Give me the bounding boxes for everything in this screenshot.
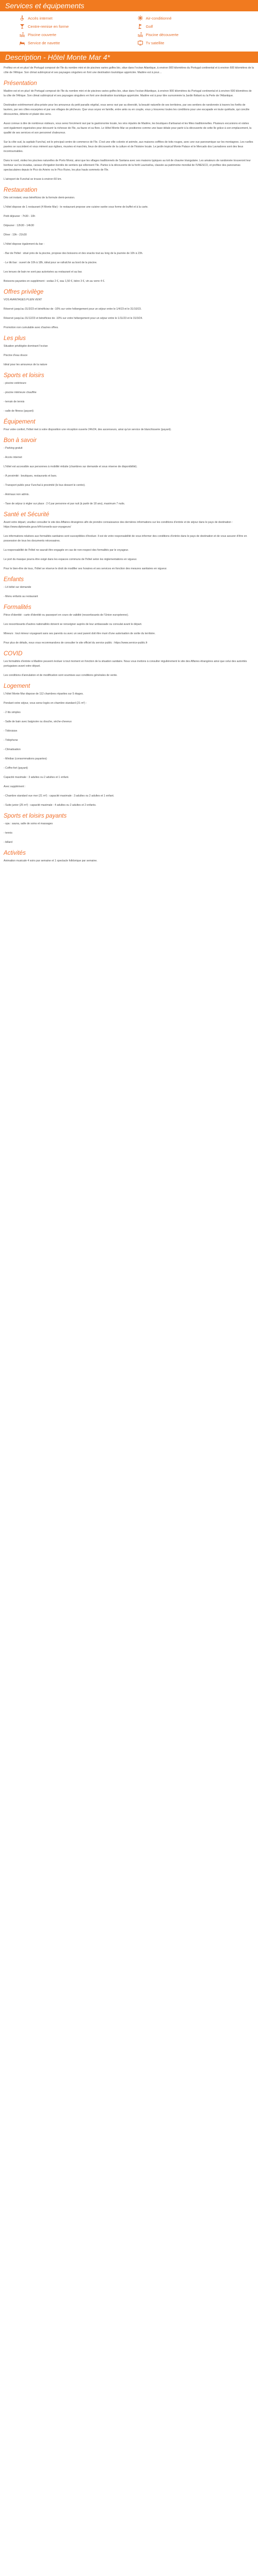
restauration-paragraph: Déjeuner : 12h30 - 14h30 xyxy=(4,224,34,227)
service-item xyxy=(138,15,246,21)
sports-item: - piscine intérieure chauffée xyxy=(4,391,37,394)
restauration-paragraph: - Bar de l'hôtel : situé près de la piscine, propose des boissons et des snacks tout au long de la journée de 10h à 23h. xyxy=(4,252,143,255)
logement-paragraph: Capacité maximale : 3 adultes ou 2 adultes et 1 enfant. xyxy=(4,776,69,779)
description-content xyxy=(0,63,258,871)
loisirs-paragraph: Idéal pour les amoureux de la nature xyxy=(4,363,47,366)
service-item xyxy=(20,32,127,37)
service-label: Golf xyxy=(146,24,153,29)
service-item xyxy=(138,24,246,29)
logement-item: - Suite junior (25 m²) : capacité maximale : 4 adultes ou 2 adultes et 2 enfants. xyxy=(4,804,96,807)
bon-a-savoir-title: Bon à savoir xyxy=(4,437,37,444)
bon-a-savoir-item: - Taxe de séjour à régler sur place : 2 € par personne et par nuit (à partir de 18 ans), maximum 7 nuits. xyxy=(4,502,125,505)
sports-payants-item: - tennis xyxy=(4,832,13,835)
covid-paragraph: Les formalités d'entrée à Madère peuvent évoluer à tout moment en fonction de la situation sanitaire. Nous vous invitons à consulter régulièrement le site des Affaires étrangères ainsi que celui des autorités portugaises avant votre départ. xyxy=(4,660,247,668)
formalites-paragraph: Pièce d'identité : carte d'identité ou passeport en cours de validité (ressortissants de l'Union européenne). xyxy=(4,614,129,617)
presentation-paragraph: Destination extrêmement ultra-prisée pour les amoureux du petit paradis végétal, vous serez ravi par sa diversité, la beauté naturelle de ses territoires, par ses sentiers de randonnée à travers les forêts de lauriers, par ses côtes escarpées et par ses villages de pêcheurs. Que vous soyez en famille, entre amis ou en couple, vous y trouverez toutes les conditions pour une escapade en toute quiétude, qui concilie découvertes, détente et plaisir des sens. xyxy=(4,104,250,116)
service-label: Accès internet xyxy=(28,15,53,21)
sports-item: - terrain de tennis xyxy=(4,400,25,403)
formalites-paragraph: Les ressortissants d'autres nationalités doivent se renseigner auprès de leur ambassade ou consulat avant le départ. xyxy=(4,623,142,626)
logement-item: - Minibar (consommations payantes) xyxy=(4,757,47,760)
enfants-item: - Lit bébé sur demande xyxy=(4,586,31,589)
restauration-paragraph: Dès cet instant, vous bénéficiez de la formule demi-pension. xyxy=(4,196,75,199)
presentation-paragraph: Madère est et en plus! de Portugal composé de l'île du nombre mini et de piscines varies golfes bio, situe dans l'océan Atlantique, à environ 900 kilomètres du Portugal continental et à environ 600 kilomètres de la côte de l'Afrique. Son climat subtropical et ses paysages singuliers en font une destination touristique appréciée. Madère est à pour titre surnommée la Jardin flottant ou la Perle de l'Atlantique. xyxy=(4,90,252,97)
equipement-title: Équipement xyxy=(4,419,36,425)
service-label: Service de navette xyxy=(28,40,60,45)
bon-a-savoir-item: - Transport public pour Funchal à proximité (le bus dessert le centre). xyxy=(4,484,86,487)
offres-paragraph: Réservé jusqu'au 31/12/23 et bénéficiez de -10% sur votre hébergement pour un séjour entre le 1/11/23 et le 31/3/24. xyxy=(4,317,143,320)
restauration-paragraph: L'hôtel dispose de 1 restaurant (4 Monte Mar) - le restaurant propose une cuisine variée sous forme de buffet et à la carte. xyxy=(4,206,149,209)
enfants-title: Enfants xyxy=(4,577,24,583)
logement-item: - 2 lits simples xyxy=(4,711,21,714)
snowflake-icon xyxy=(138,15,143,21)
loisirs-title: Les plus xyxy=(4,335,26,342)
logement-item: - Salle de bain avec baignoire ou douche, sèche-cheveux xyxy=(4,720,72,723)
service-label: Air-conditionné xyxy=(146,15,172,21)
logement-paragraph: Avec supplément : xyxy=(4,785,26,788)
service-item xyxy=(138,32,246,37)
sante-title: Santé et Sécurité xyxy=(4,512,50,518)
activites-paragraph: Animation musicale 4 soirs par semaine et 1 spectacle folklorique par semaine. xyxy=(4,859,98,862)
service-label: Piscine découverte xyxy=(146,32,179,37)
restauration-paragraph: Petit déjeuner : 7h30 - 10h xyxy=(4,215,36,218)
logement-paragraph: Pendant votre séjour, vous serez logés en chambre standard (21 m²) : xyxy=(4,702,87,705)
sports-payants-item: - spa : sauna, salle de soins et massages xyxy=(4,822,53,825)
logement-paragraph: L'hôtel Monte Mar dispose de 112 chambres réparties sur 5 étages. xyxy=(4,692,84,696)
sante-paragraph: Pour le bien-être de tous, l'hôtel se réserve le droit de modifier ses horaires et ses services en fonction des mesures sanitaires en vigueur. xyxy=(4,567,167,570)
sante-paragraph: La responsabilité de l'hôtel ne saurait être engagée en cas de non-respect des formalités par le voyageur. xyxy=(4,549,129,552)
services-grid xyxy=(0,11,258,49)
equipement-paragraph: Pour votre confort, l'hôtel met à votre disposition une réception ouverte 24h/24, des ascenseurs, ainsi qu'un service de blanchisserie (payant). xyxy=(4,428,172,431)
bon-a-savoir-item: - Parking gratuit xyxy=(4,447,23,450)
sports-title: Sports et loisirs xyxy=(4,372,44,379)
service-label: Piscine couverte xyxy=(28,32,57,37)
tv-icon xyxy=(138,40,143,45)
cocktail-icon xyxy=(20,24,25,29)
service-item xyxy=(138,40,246,45)
sante-paragraph: Les informations relatives aux formalités sanitaires sont susceptibles d'évoluer. Il est de votre responsabilité de vous informer des conditions d'entrée dans le pays de destination et de vous assurer d'être en possession de tous les documents nécessaires. xyxy=(4,535,247,543)
bon-a-savoir-item: - À proximité : boutiques, restaurants et bars. xyxy=(4,474,57,478)
logement-item: - Téléphone xyxy=(4,739,18,742)
service-item xyxy=(20,24,127,29)
sante-paragraph: Le port du masque pourra être exigé dans les espaces communs de l'hôtel selon les réglementations en vigueur. xyxy=(4,558,137,561)
offres-paragraph: VOS AVANTAGES PLEIN VENT xyxy=(4,298,42,301)
sports-payants-title: Sports et loisirs payants xyxy=(4,813,67,819)
bon-a-savoir-item: L'hôtel est accessible aux personnes à mobilité réduite (chambres sur demande et sous réserve de disponibilité). xyxy=(4,465,138,468)
offres-title: Offres privilège xyxy=(4,289,44,295)
formalites-paragraph: Mineurs : tout mineur voyageant sans ses parents ou avec un seul parent doit être muni d'une autorisation de sortie du territoire. xyxy=(4,632,156,635)
logement-item: - Télévision xyxy=(4,730,18,733)
presentation-paragraph: Dans le nord, visitez les piscines naturelles de Porto Moniz, ainsi que les villages traditionnels de Santana avec ses maisons typiques au toit de chaume triangulaire. Les amateurs de randonnée trouveront leur bonheur sur les levadas, canaux d'irrigation bordés de sentiers qui sillonnent l'île. Partez à la découverte de la forêt Laurissilva, classée au patrimoine mondial de l'UNESCO, et profitez des panoramas spectaculaires depuis le Pico do Arieiro ou le Pico Ruivo, les plus hauts sommets de l'île. xyxy=(4,159,251,172)
logement-item: - Coffre-fort (payant) xyxy=(4,767,28,770)
formalites-paragraph: Pour plus de détails, nous vous recommandons de consulter le site officiel du service public : https://www.service-public.fr xyxy=(4,641,148,645)
covid-title: COVID xyxy=(4,651,23,657)
sports-item: - salle de fitness (payant) xyxy=(4,410,34,413)
bed-icon xyxy=(20,40,25,45)
intro-paragraph: Profitez en et en plus! de Portugal composé de l'île du nombre mini et de piscines varies golfes bio, situe dans l'océan Atlantique, à environ 900 kilomètres du Portugal continental et à environ 600 kilomètres de la côte de l'Afrique. Son climat subtropical et ses paysages singuliers en font une destination touristique appréciée. Madère est à pour… xyxy=(4,66,254,74)
page xyxy=(0,0,258,871)
sports-item: - piscine extérieure xyxy=(4,382,26,385)
service-label: Tv satellite xyxy=(146,40,165,45)
service-label: Centre-remise en forme xyxy=(28,24,69,29)
description-header: Description - Hôtel Monte Mar 4* xyxy=(0,52,258,63)
sports-payants-item: - billard xyxy=(4,841,13,844)
loisirs-paragraph: Situation privilégiée dominant l'océan xyxy=(4,345,48,348)
services-header: Services et équipements xyxy=(0,0,258,11)
restauration-paragraph: Les tenues de bain ne sont pas autorisées au restaurant et au bar. xyxy=(4,270,83,274)
restauration-paragraph: Boissons payantes en supplément : sodas 2 €, eau 1,50 €, bière 3 €, vin au verre 4 €. xyxy=(4,280,105,283)
enfants-item: - Menu enfants au restaurant xyxy=(4,595,38,598)
restauration-title: Restauration xyxy=(4,187,38,193)
pool-icon xyxy=(138,32,143,37)
presentation-paragraph: Aussi connue à dire de nombreux visiteurs, vous serez forcément ravi par la gastronomie locale, les vins réputés de Madère, les boutiques d'artisanat et les fêtes traditionnelles. Plusieurs excursions et visites sont également organisées pour découvrir la richesse de l'île, sa faune et sa flore. Le Hôtel Monte Mar se positionne comme une base idéale pour partir à la découverte de cette île grâce à son emplacement, la qualité de ses services et son personnel chaleureux. xyxy=(4,122,252,134)
sante-paragraph: Avant votre départ, veuillez consulter le site des Affaires étrangères afin de prendre connaissance des dernières informations sur les conditions d'entrée et de séjour dans le pays de destination : https://www.diplomatie.gouv.fr/fr/conseils-aux-voyageurs/ xyxy=(4,521,233,529)
logement-title: Logement xyxy=(4,683,30,689)
wheelchair-icon xyxy=(20,15,25,21)
service-item xyxy=(20,15,127,21)
restauration-paragraph: - Le tiki bar : ouvert de 10h à 18h, idéal pour se rafraîchir au bord de la piscine. xyxy=(4,261,98,264)
restauration-paragraph: Dîner : 19h - 21h30 xyxy=(4,233,27,236)
bon-a-savoir-item: - Animaux non admis. xyxy=(4,493,29,496)
golf-icon xyxy=(138,24,143,29)
loisirs-paragraph: Piscine d'eau douce xyxy=(4,354,28,357)
service-item xyxy=(20,40,127,45)
bon-a-savoir-item: - Accès internet xyxy=(4,456,22,459)
offres-paragraph: Promotion non cumulable avec d'autres offres. xyxy=(4,326,59,329)
presentation-paragraph: Sur la côte sud, la capitale Funchal, est le principal centre de commerce de l'île. C'est une ville colorée et animée, aux maisons coiffées de toits rouges, avec une vue panoramique sur les montagnes. Les ruelles pavées se succèdent et vous mènent aux églises, musées et marchés, lieux de découverte de la culture et de l'histoire locale. Le jardin tropical Monte Palace et le Mercado dos Lavradores sont des lieux incontournables. xyxy=(4,141,253,153)
offres-paragraph: Réservé jusqu'au 31/3/23 et bénéficiez de -10% sur votre hébergement pour un séjour entre le 1/4/23 et le 31/10/23. xyxy=(4,308,142,311)
presentation-title: Présentation xyxy=(4,80,37,87)
logement-item: - Climatisation xyxy=(4,748,21,751)
formalites-title: Formalités xyxy=(4,604,31,611)
covid-paragraph: Les conditions d'annulation et de modification sont soumises aux conditions générales de vente. xyxy=(4,674,118,677)
activites-title: Activités xyxy=(4,850,26,856)
presentation-paragraph: L'aéroport de Funchal se trouve à environ 60 km. xyxy=(4,178,62,181)
pool-icon xyxy=(20,32,25,37)
restauration-paragraph: L'hôtel dispose également du bar : xyxy=(4,243,45,246)
logement-item: - Chambre standard vue mer (21 m²) : capacité maximale : 3 adultes ou 2 adultes et 1 enfant. xyxy=(4,794,115,798)
